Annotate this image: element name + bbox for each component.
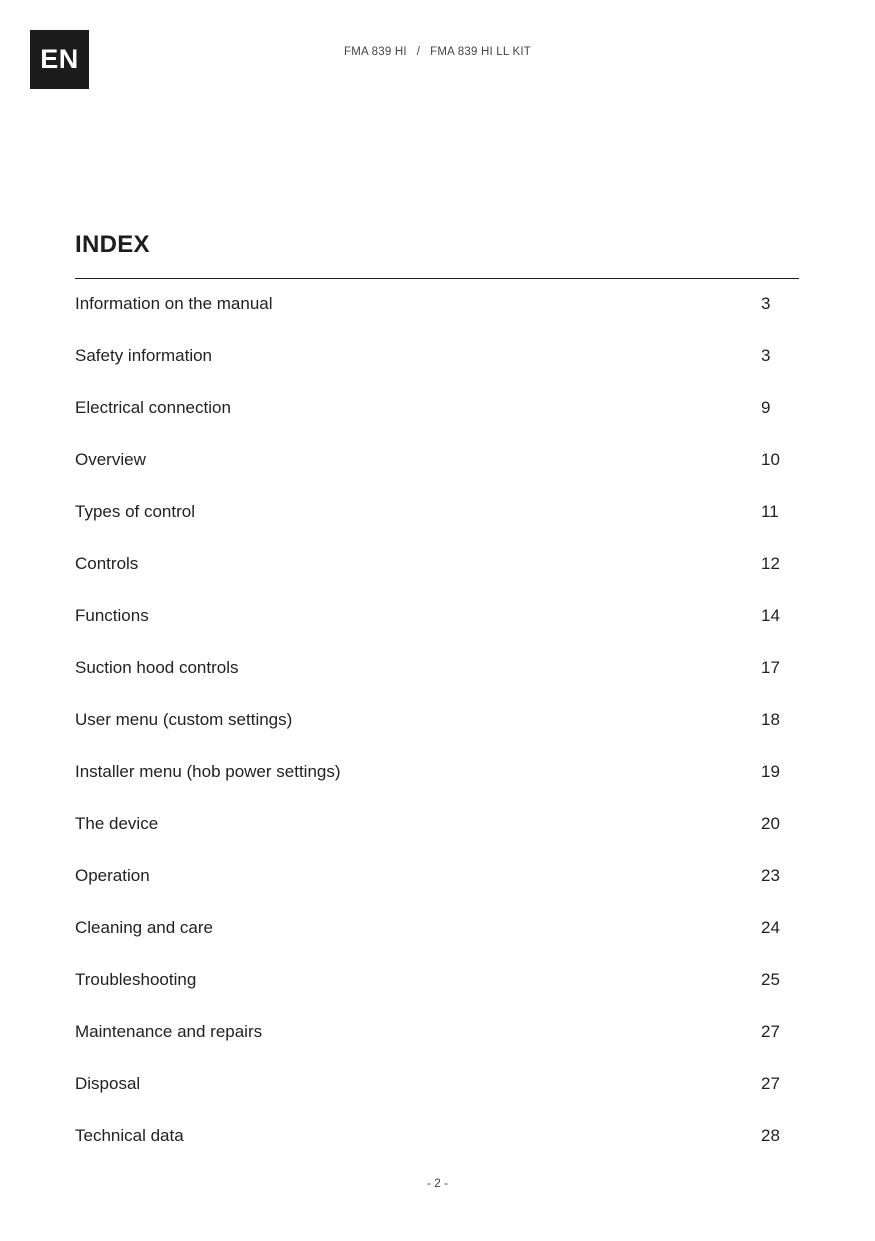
toc-entry-page: 25 [761,970,780,989]
toc-entry-label: User menu (custom settings) [75,710,293,729]
toc-entry-overview[interactable] [75,448,783,500]
toc-entry-page: 10 [761,450,780,469]
toc-entry-page: 18 [761,710,780,729]
page-title: INDEX [75,231,150,258]
toc-entry-information-on-the-manual[interactable] [75,292,783,344]
toc-entry-page: 27 [761,1022,780,1041]
toc-entry-page: 3 [761,294,771,313]
toc-entry-page: 24 [761,918,780,937]
title-divider [75,278,799,279]
toc-entry-page: 20 [761,814,780,833]
page-number: - 2 - [426,1176,449,1190]
toc-entry-label: Types of control [75,502,196,521]
toc-entry-label: Cleaning and care [75,918,213,937]
toc-entry-page: 28 [761,1126,780,1145]
toc-entry-label: Overview [75,450,146,469]
toc-entry-disposal[interactable] [75,1072,783,1124]
toc-entry-label: The device [75,814,159,833]
toc-entry-page: 12 [761,554,780,573]
toc-entry-page: 17 [761,658,780,677]
toc-entry-types-of-control[interactable] [75,500,783,552]
toc-entry-label: Technical data [75,1126,184,1145]
toc-entry-troubleshooting[interactable] [75,968,783,1020]
toc-entry-maintenance-and-repairs[interactable] [75,1020,783,1072]
toc-entry-label: Troubleshooting [75,970,197,989]
model-header [0,46,875,58]
toc-entry-functions[interactable] [75,604,783,656]
toc-entry-label: Electrical connection [75,398,231,417]
toc-entry-page: 27 [761,1074,780,1093]
toc-entry-page: 11 [761,502,779,521]
toc-entry-page: 3 [761,346,771,365]
toc-entry-suction-hood-controls[interactable] [75,656,783,708]
toc-entry-page: 19 [761,762,780,781]
toc-entry-label: Installer menu (hob power settings) [75,762,341,781]
toc-entry-label: Operation [75,866,150,885]
language-badge: EN [30,30,89,89]
toc-entry-user-menu[interactable] [75,708,783,760]
toc-entry-cleaning-and-care[interactable] [75,916,783,968]
toc-entry-label: Disposal [75,1074,141,1093]
toc-entry-page: 14 [761,606,780,625]
toc-entry-label: Maintenance and repairs [75,1022,263,1041]
toc-entry-technical-data[interactable] [75,1124,783,1176]
model-primary: FMA 839 HI [344,46,407,58]
toc-entry-page: 23 [761,866,780,885]
toc-entry-label: Safety information [75,346,213,365]
toc-entry-the-device[interactable] [75,812,783,864]
table-of-contents [75,292,783,1176]
toc-entry-operation[interactable] [75,864,783,916]
toc-entry-label: Suction hood controls [75,658,239,677]
toc-entry-electrical-connection[interactable] [75,396,783,448]
toc-entry-label: Information on the manual [75,294,273,313]
toc-entry-label: Functions [75,606,149,625]
model-separator: / [416,46,421,58]
toc-entry-page: 9 [761,398,771,417]
toc-entry-controls[interactable] [75,552,783,604]
toc-entry-safety-information[interactable] [75,344,783,396]
toc-entry-label: Controls [75,554,139,573]
toc-entry-installer-menu[interactable] [75,760,783,812]
model-secondary: FMA 839 HI LL KIT [430,46,531,58]
